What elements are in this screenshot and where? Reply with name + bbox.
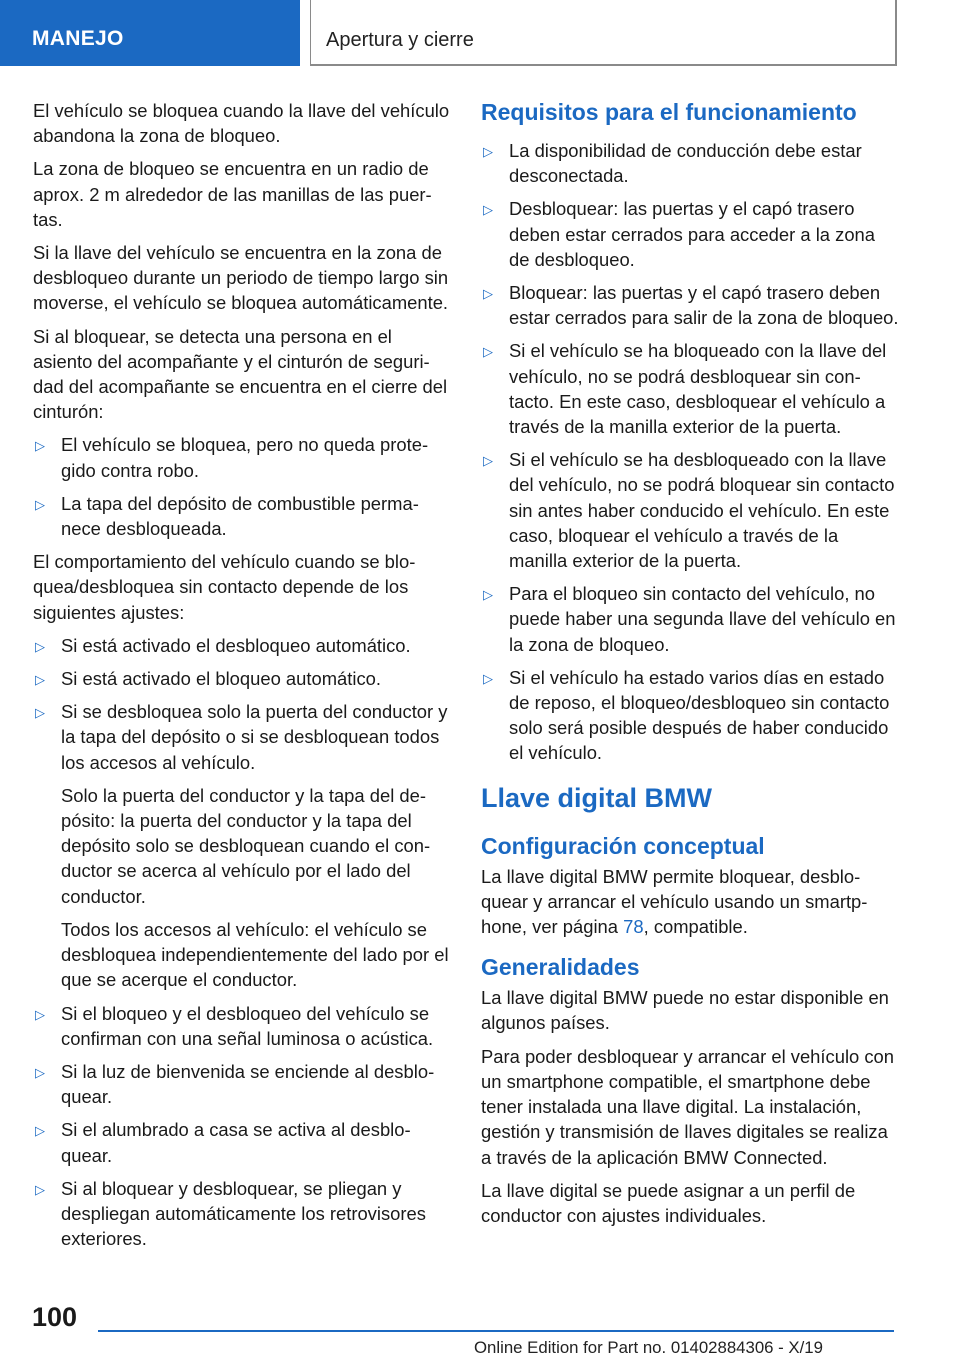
bullet-list	[33, 633, 451, 775]
list-item-text: Para el bloqueo sin contacto del vehículo, no puede haber una segunda llave del vehículo en la zona de bloqueo.	[509, 583, 896, 655]
list-item	[481, 338, 899, 439]
list-item-text: Si está activado el bloqueo automático.	[61, 668, 381, 690]
triangle-bullet-icon: ▷	[483, 286, 493, 302]
list-item-text: Si el alumbrado a casa se activa al desbloquear.	[61, 1119, 411, 1166]
list-item-text: Si al bloquear y desbloquear, se pliegan y despliegan automáticamente los retrovisores exteriores.	[61, 1177, 426, 1250]
page-number: 100	[32, 1302, 78, 1332]
section-title: MANEJO	[32, 27, 124, 50]
triangle-bullet-icon: ▷	[35, 672, 45, 688]
triangle-bullet-icon: ▷	[483, 453, 493, 469]
list-item-text: Si el bloqueo y el desbloqueo del vehículo se confirman con una señal luminosa o acústica.	[61, 1002, 434, 1049]
chapter-tab	[310, 0, 897, 66]
heading-llave-digital: Llave digital BMW	[481, 782, 713, 813]
bullet-list	[33, 1001, 451, 1252]
list-item	[33, 1176, 451, 1252]
list-item	[481, 138, 899, 188]
list-item-text: El vehículo se bloquea, pero no queda protegido contra robo.	[61, 434, 429, 481]
paragraph: La zona de bloqueo se encuentra en un radio de aprox. 2 m alrededor de las manillas de las puertas.	[33, 158, 432, 230]
triangle-bullet-icon: ▷	[35, 638, 45, 654]
bullet-list	[481, 138, 899, 766]
page-link[interactable]: 78	[623, 916, 644, 938]
triangle-bullet-icon: ▷	[35, 496, 45, 512]
triangle-bullet-icon: ▷	[35, 438, 45, 454]
paragraph	[481, 864, 899, 940]
list-item	[481, 196, 899, 272]
list-item-text: Desbloquear: las puertas y el capó trasero deben estar cerrados para acceder a la zona de desbloqueo.	[509, 198, 875, 270]
list-item	[481, 447, 899, 573]
list-item-text: La disponibilidad de conducción debe estar desconectada.	[509, 140, 862, 187]
list-item	[481, 280, 899, 330]
left-column	[33, 98, 451, 1259]
list-item	[33, 633, 451, 658]
heading-generalidades: Generalidades	[481, 954, 640, 981]
list-item-text: Si el vehículo ha estado varios días en estado de reposo, el bloqueo/desbloqueo sin contacto solo será posible después de haber conducido el vehículo.	[509, 666, 890, 764]
list-item	[33, 432, 451, 482]
chapter-title: Apertura y cierre	[326, 29, 474, 51]
list-item	[33, 491, 451, 541]
conf-text: La llave digital BMW permite bloquear, desbloquear y arrancar el vehículo usando un smartphone, ver página	[481, 865, 868, 938]
paragraph: Si al bloquear, se detecta una persona en el asiento del acompañante y el cinturón de seguridad del acompañante se encuentra en el cierre del cinturón:	[33, 325, 448, 423]
list-item-text: Bloquear: las puertas y el capó trasero deben estar cerrados para salir de la zona de bloqueo.	[509, 282, 899, 329]
footer-divider	[98, 1330, 894, 1332]
list-item-text: Si la luz de bienvenida se enciende al desbloquear.	[61, 1060, 435, 1108]
triangle-bullet-icon: ▷	[35, 705, 45, 721]
paragraph: El comportamiento del vehículo cuando se bloquea/desbloquea sin contacto depende de los siguientes ajustes:	[33, 551, 416, 623]
triangle-bullet-icon: ▷	[35, 1006, 45, 1022]
list-item	[33, 1059, 451, 1109]
sub-paragraph: Todos los accesos al vehículo: el vehículo se desbloquea independientemente del lado por el que se acerque el conductor.	[61, 918, 449, 991]
list-item	[33, 666, 451, 691]
list-item	[33, 1001, 451, 1051]
triangle-bullet-icon: ▷	[483, 670, 493, 686]
section-tab	[0, 0, 300, 66]
heading-requisitos: Requisitos para el funcionamiento	[481, 99, 857, 125]
list-item	[481, 581, 899, 657]
triangle-bullet-icon: ▷	[483, 344, 493, 360]
list-item-text: Si el vehículo se ha bloqueado con la llave del vehículo, no se podrá desbloquear sin contacto. En este caso, desbloquear el vehículo a través de la manilla exterior de la puerta.	[509, 340, 887, 438]
sub-paragraph: Solo la puerta del conductor y la tapa del depósito: la puerta del conductor y la tapa del depósito solo se desbloquean cuando el conductor se acerca al vehículo por el lado del conductor.	[61, 784, 431, 907]
list-item	[481, 665, 899, 766]
heading-configuracion: Configuración conceptual	[481, 832, 765, 859]
list-item-text: Si está activado el desbloqueo automático.	[61, 634, 411, 656]
list-item	[33, 1117, 451, 1167]
paragraph: La llave digital BMW puede no estar disponible en algunos países.	[481, 987, 889, 1034]
triangle-bullet-icon: ▷	[35, 1064, 45, 1080]
paragraph: Si la llave del vehículo se encuentra en la zona de desbloqueo durante un periodo de tiempo largo sin moverse, el vehículo se bloquea automáticamente.	[33, 242, 449, 314]
conf-text-end: , compatible.	[643, 916, 748, 938]
triangle-bullet-icon: ▷	[35, 1181, 45, 1197]
paragraph: El vehículo se bloquea cuando la llave del vehículo abandona la zona de bloqueo.	[33, 100, 450, 147]
list-item	[33, 699, 451, 775]
edition-footer: Online Edition for Part no. 01402884306 - X/19	[474, 1338, 823, 1357]
list-item-text: Si se desbloquea solo la puerta del conductor y la tapa del depósito o si se desbloquean todos los accesos al vehículo.	[61, 701, 448, 773]
bullet-list	[33, 432, 451, 541]
right-column	[481, 98, 899, 1236]
list-item-text: La tapa del depósito de combustible permanece desbloqueada.	[61, 492, 419, 540]
paragraph: Para poder desbloquear y arrancar el vehículo con un smartphone compatible, el smartphone debe tener instalada una llave digital. La instalación, gestión y transmisión de llaves digitales se realiza a través de la aplicación BMW Connected.	[481, 1045, 895, 1168]
triangle-bullet-icon: ▷	[35, 1123, 45, 1139]
triangle-bullet-icon: ▷	[483, 587, 493, 603]
paragraph: La llave digital se puede asignar a un perfil de conductor con ajustes individuales.	[481, 1179, 856, 1226]
triangle-bullet-icon: ▷	[483, 202, 493, 218]
triangle-bullet-icon: ▷	[483, 144, 493, 159]
list-item-text: Si el vehículo se ha desbloqueado con la llave del vehículo, no se podrá bloquear sin contacto sin antes haber conducido el vehículo. En este caso, bloquear el vehículo a través de la manilla exterior de la puerta.	[509, 449, 895, 572]
